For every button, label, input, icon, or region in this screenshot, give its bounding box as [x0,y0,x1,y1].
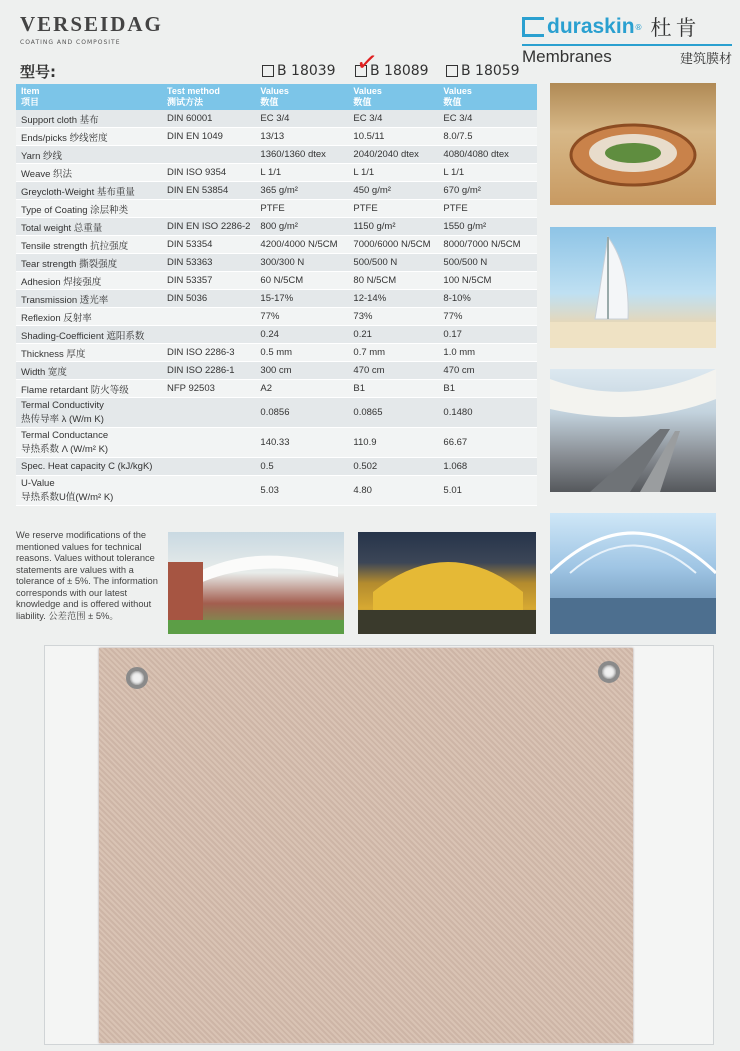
cell-text: DIN 5036 [167,293,208,304]
arena-illustration [358,532,536,634]
table-cell [348,398,438,428]
table-cell [438,272,537,290]
spec-table [16,84,537,506]
cell-text: Greycloth-Weight 基布重量 [21,186,135,198]
burj-al-arab-photo [550,227,716,348]
table-row [16,128,537,146]
cell-text: Thickness 厚度 [21,348,86,360]
cell-text: 2040/2040 dtex [353,149,419,160]
table-cell [348,428,438,458]
table-row [16,308,537,326]
table-row [16,236,537,254]
table-cell [16,164,162,182]
cell-text: 0.502 [353,461,378,472]
table-cell [16,254,162,272]
table-row [16,326,537,344]
table-cell [348,200,438,218]
cell-text: 300/300 N [260,257,305,268]
column-header-line: 数值 [353,97,372,107]
duraskin-logo [522,12,732,67]
cell-text: Support cloth 基布 [21,114,99,126]
cell-text: DIN 53354 [167,239,213,250]
table-row [16,458,537,476]
cell-text: 0.5 [260,461,274,472]
table-cell [162,458,255,476]
table-cell [348,164,438,182]
model-option-label: B 18059 [461,63,520,79]
cell-text: EC 3/4 [443,113,473,124]
cell-text: 导热系数 Λ (W/m² K) [21,444,109,455]
station-canopy-illustration [550,369,716,492]
cell-text: Adhesion 焊接强度 [21,276,102,288]
table-cell [438,290,537,308]
cell-text: PTFE [260,203,285,214]
cell-text: B1 [353,383,366,394]
table-cell [162,308,255,326]
cell-text: 73% [353,311,373,322]
table-row [16,398,537,428]
table-cell [162,290,255,308]
table-cell [438,236,537,254]
table-cell [255,236,348,254]
cell-text: 4080/4080 dtex [443,149,509,160]
golden-arena-photo [358,532,536,634]
table-cell [255,146,348,164]
duraskin-mark-icon [522,17,544,37]
cell-text: EC 3/4 [260,113,290,124]
cell-text: 0.24 [260,329,279,340]
cell-text: 80 N/5CM [353,275,397,286]
membranes-label-cn: 建筑膜材 [679,52,732,67]
disclaimer-text: We reserve modifications of the mentioned values for technical reasons. Values without tolerance statements are values with a tolerance of ± 5%. The information corresponds with our latest knowledge and is offered without liability. 公差范围 ± 5%。 [16,530,158,621]
membranes-label: Membranes [522,47,612,66]
table-cell [348,218,438,236]
canopy-building-photo [168,532,344,634]
cell-text: 77% [260,311,280,322]
table-row [16,428,537,458]
table-row [16,218,537,236]
cell-text: DIN ISO 2286-1 [167,365,235,376]
model-label: 型号: [20,63,56,81]
table-cell [16,218,162,236]
table-cell [162,164,255,182]
table-row [16,110,537,128]
column-header-line: 测试方法 [167,97,204,107]
table-cell [16,380,162,398]
table-cell [255,218,348,236]
table-cell [348,344,438,362]
table-cell [255,200,348,218]
cell-text: L 1/1 [443,167,465,178]
cell-text: 0.17 [443,329,462,340]
cell-text: 0.7 mm [353,347,386,358]
canopy-illustration [168,532,344,634]
table-cell [255,182,348,200]
stadium-illustration [550,83,716,205]
column-header-line: 数值 [443,97,462,107]
table-cell [438,254,537,272]
table-cell [255,362,348,380]
duraskin-brand-cn: 杜肯 [650,16,701,40]
table-row [16,200,537,218]
table-cell [438,182,537,200]
table-cell [438,200,537,218]
table-cell [16,308,162,326]
cell-text: 450 g/m² [353,185,391,196]
table-cell [16,236,162,254]
cell-text: 100 N/5CM [443,275,492,286]
cell-text: 0.0865 [353,407,383,418]
cell-text: U-Value [21,478,55,489]
table-cell [255,458,348,476]
cell-text: A2 [260,383,273,394]
column-header-line: Values [443,86,472,96]
table-cell [162,128,255,146]
grommet-right-icon [598,661,620,683]
table-cell [438,362,537,380]
cell-text: 8000/7000 N/5CM [443,239,521,250]
table-row [16,290,537,308]
cell-text: Yarn 纱线 [21,150,63,162]
cell-text: DIN 53363 [167,257,213,268]
column-header [438,84,537,110]
cell-text: DIN EN 1049 [167,131,223,142]
cell-text: 12-14% [353,293,387,304]
table-cell [16,476,162,506]
cell-text: Weave 织法 [21,168,73,180]
table-row [16,182,537,200]
table-cell [162,362,255,380]
cell-text: 77% [443,311,463,322]
table-cell [162,272,255,290]
table-cell [348,380,438,398]
table-row [16,344,537,362]
table-cell [438,428,537,458]
table-cell [438,218,537,236]
cell-text: 60 N/5CM [260,275,304,286]
verseidag-logo [20,12,163,46]
table-cell [255,110,348,128]
table-cell [162,428,255,458]
cell-text: 470 cm [443,365,475,376]
table-cell [348,290,438,308]
column-header-line: 数值 [260,97,279,107]
cell-text: EC 3/4 [353,113,383,124]
table-cell [348,476,438,506]
model-option-b18039[interactable] [262,63,336,79]
table-cell [255,308,348,326]
cell-text: Flame retardant 防火等级 [21,384,129,396]
table-cell [348,146,438,164]
cell-text: DIN ISO 9354 [167,167,227,178]
airport-roof-photo [550,513,716,634]
cell-text: 5.01 [443,485,462,496]
duraskin-brand: duraskin [547,15,635,38]
table-cell [255,254,348,272]
column-header [162,84,255,110]
table-row [16,254,537,272]
table-cell [255,476,348,506]
cell-text: 365 g/m² [260,185,298,196]
cell-text: Spec. Heat capacity C (kJ/kgK) [21,461,153,472]
registered-mark: ® [634,22,643,32]
column-header [255,84,348,110]
table-row [16,380,537,398]
table-cell [162,380,255,398]
spec-table-header [16,84,537,110]
column-header-line: 项目 [21,97,40,107]
cell-text: 0.1480 [443,407,473,418]
checkmark-icon: ✓ [354,46,380,80]
table-cell [162,110,255,128]
table-cell [16,110,162,128]
cell-text: 10.5/11 [353,131,385,142]
cell-text: 500/500 N [443,257,488,268]
cell-text: Tear strength 撕裂强度 [21,258,118,270]
cell-text: Reflexion 反射率 [21,312,92,324]
table-cell [16,326,162,344]
cell-text: 1.068 [443,461,468,472]
cell-text: 800 g/m² [260,221,298,232]
cell-text: B1 [443,383,456,394]
cell-text: 1360/1360 dtex [260,149,326,160]
model-option-label: B 18039 [277,63,336,79]
table-cell [438,146,537,164]
table-cell [438,380,537,398]
cell-text: 8.0/7.5 [443,131,473,142]
cell-text: Shading-Coefficient 遮阳系数 [21,330,145,342]
cell-text: 热传导率 λ (W/m K) [21,414,104,425]
cell-text: Total weight 总重量 [21,222,103,234]
table-cell [348,326,438,344]
table-cell [255,398,348,428]
column-header-line: Values [260,86,289,96]
cell-text: PTFE [353,203,378,214]
table-cell [438,110,537,128]
cell-text: PTFE [443,203,468,214]
table-row [16,146,537,164]
table-cell [348,182,438,200]
column-header-line: Values [353,86,382,96]
cell-text: DIN EN 53854 [167,185,229,196]
table-cell [438,458,537,476]
cell-text: Transmission 透光率 [21,294,109,306]
cell-text: Width 宽度 [21,366,67,378]
column-header-line: Test method [167,86,220,96]
table-cell [348,272,438,290]
column-header-line: Item [21,86,40,96]
table-cell [438,398,537,428]
table-row [16,362,537,380]
cell-text: 8-10% [443,293,471,304]
cell-text: 670 g/m² [443,185,481,196]
stadium-photo [550,83,716,205]
table-cell [348,236,438,254]
table-cell [162,146,255,164]
table-cell [348,308,438,326]
table-cell [255,272,348,290]
cell-text: DIN 60001 [167,113,213,124]
table-cell [16,458,162,476]
cell-text: 4200/4000 N/5CM [260,239,338,250]
fabric-sample-swatch [99,648,633,1043]
table-cell [348,128,438,146]
table-cell [255,428,348,458]
table-cell [255,290,348,308]
table-cell [162,398,255,428]
cell-text: Type of Coating 涂层种类 [21,204,129,216]
cell-text: 140.33 [260,437,290,448]
model-option-b18059[interactable] [446,63,520,79]
table-cell [438,308,537,326]
table-cell [16,290,162,308]
table-cell [16,128,162,146]
table-cell [348,458,438,476]
cell-text: DIN 53357 [167,275,213,286]
cell-text: 导热系数U值(W/m² K) [21,492,114,503]
table-cell [162,254,255,272]
table-cell [16,200,162,218]
cell-text: 5.03 [260,485,279,496]
table-row [16,272,537,290]
cell-text: 0.0856 [260,407,290,418]
cell-text: 0.21 [353,329,372,340]
table-cell [348,254,438,272]
cell-text: L 1/1 [353,167,375,178]
cell-text: 1.0 mm [443,347,476,358]
table-cell [16,398,162,428]
cell-text: 13/13 [260,131,285,142]
table-cell [162,218,255,236]
table-cell [162,182,255,200]
cell-text: 1550 g/m² [443,221,487,232]
table-cell [16,146,162,164]
table-cell [438,164,537,182]
table-cell [348,362,438,380]
table-cell [16,362,162,380]
table-cell [438,344,537,362]
table-cell [16,428,162,458]
table-cell [438,326,537,344]
cell-text: DIN EN ISO 2286-2 [167,221,251,232]
column-header [16,84,162,110]
cell-text: 500/500 N [353,257,398,268]
cell-text: 66.67 [443,437,468,448]
cell-text: 110.9 [353,437,377,448]
table-cell [255,344,348,362]
cell-text: Tensile strength 抗拉强度 [21,240,129,252]
table-cell [255,164,348,182]
table-cell [16,344,162,362]
table-cell [162,236,255,254]
column-header [348,84,438,110]
table-cell [255,128,348,146]
table-cell [255,326,348,344]
table-row [16,164,537,182]
table-cell [16,182,162,200]
cell-text: 300 cm [260,365,292,376]
cell-text: L 1/1 [260,167,282,178]
verseidag-tagline: COATING AND COMPOSITE [20,39,121,46]
sail-tower-illustration [550,227,716,348]
cell-text: 15-17% [260,293,294,304]
table-row [16,476,537,506]
table-cell [438,128,537,146]
cell-text: Termal Conductivity [21,400,104,411]
grommet-left-icon [126,667,148,689]
table-cell [255,380,348,398]
table-cell [162,200,255,218]
table-cell [438,476,537,506]
cell-text: 1150 g/m² [353,221,396,232]
table-cell [348,110,438,128]
table-cell [162,344,255,362]
cell-text: 0.5 mm [260,347,293,358]
checkbox-icon[interactable] [446,65,458,77]
cell-text: NFP 92503 [167,383,215,394]
cell-text: 7000/6000 N/5CM [353,239,431,250]
model-option-label: B 18089 [370,63,429,79]
checkbox-icon[interactable] [262,65,274,77]
train-station-photo [550,369,716,492]
verseidag-brand: VERSEIDAG [20,12,163,36]
table-cell [16,272,162,290]
table-cell [162,476,255,506]
cell-text: DIN ISO 2286-3 [167,347,235,358]
cell-text: Termal Conductance [21,430,109,441]
table-cell [162,326,255,344]
cell-text: Ends/picks 纱线密度 [21,132,108,144]
glass-roof-illustration [550,513,716,634]
cell-text: 470 cm [353,365,385,376]
cell-text: 4.80 [353,485,372,496]
